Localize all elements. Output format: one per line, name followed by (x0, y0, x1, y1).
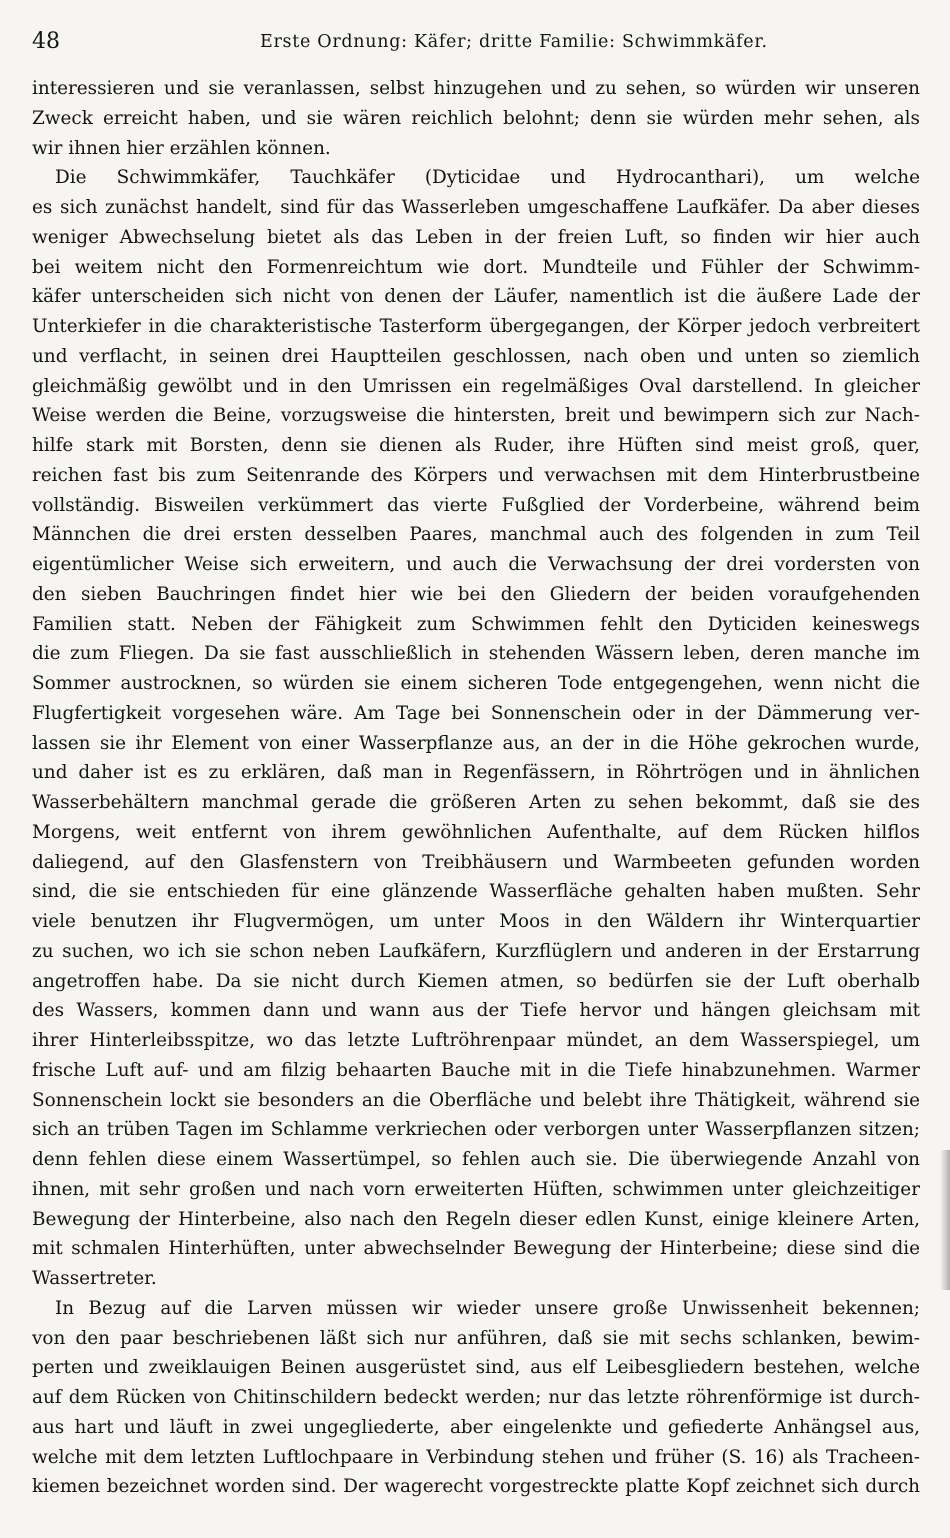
text-line: welche mit dem letzten Luftlochpaare in Verbindung stehen und früher (S. 16) als Tracheen- (32, 1446, 920, 1468)
text-line: hilfe stark mit Borsten, denn sie dienen als Ruder, ihre Hüften sind meist groß, quer, (32, 435, 920, 456)
running-head: Erste Ordnung: Käfer; dritte Familie: Schwimmkäfer. (260, 32, 768, 52)
text-line: aus hart und läuft in zwei ungegliederte, aber eingelenkte und gefiederte Anhängsel aus, (32, 1416, 920, 1438)
text-line: Bewegung der Hinterbeine, also nach den Regeln dieser edlen Kunst, einige kleinere Arten, (32, 1208, 920, 1230)
text-line: perten und zweiklauigen Beinen ausgerüstet sind, aus elf Leibesgliedern bestehen, welche (32, 1357, 920, 1379)
text-line: eigentümlicher Weise sich erweitern, und auch die Verwachsung der drei vordersten von (32, 554, 920, 575)
text-line: den sieben Bauchringen findet hier wie bei den Gliedern der beiden voraufgehenden (32, 583, 920, 605)
text-line: Männchen die drei ersten desselben Paares, manchmal auch des folgenden in zum Teil (32, 524, 920, 546)
text-line: und daher ist es zu erklären, daß man in Regenfässern, in Röhrtrögen und in ähnlichen (32, 762, 920, 784)
text-line: ihnen, mit sehr großen und nach vorn erweiterten Hüften, schwimmen unter gleichzeitiger (32, 1178, 920, 1200)
body-text (32, 74, 920, 1502)
text-line: lassen sie ihr Element von einer Wasserpflanze aus, an der in die Höhe gekrochen wurde, (32, 732, 920, 754)
paragraph-3 (32, 1294, 920, 1502)
text-line: interessieren und sie veranlassen, selbst hinzugehen und zu sehen, so würden wir unseren (32, 78, 920, 99)
text-line: Sommer austrocknen, so würden sie einem sicheren Tode entgegengehen, wenn nicht die (32, 673, 920, 694)
page-number: 48 (32, 29, 60, 54)
page-edge-shadow (940, 1150, 950, 1290)
text-line: Zweck erreicht haben, und sie wären reichlich belohnt; denn sie würden mehr sehen, als (32, 107, 920, 129)
page-header (32, 28, 912, 60)
text-line: gleichmäßig gewölbt und in den Umrissen ein regelmäßiges Oval darstellend. In gleicher (32, 375, 920, 397)
text-line: bei weitem nicht den Formenreichtum wie dort. Mundteile und Fühler der Schwimm- (32, 256, 920, 278)
text-line: angetroffen habe. Da sie nicht durch Kiemen atmen, so bedürfen sie der Luft oberhalb (32, 970, 920, 992)
text-line: wir ihnen hier erzählen können. (32, 137, 331, 159)
text-line: denn fehlen diese einem Wassertümpel, so fehlen auch sie. Die überwiegende Anzahl von (32, 1149, 920, 1170)
text-line: Unterkiefer in die charakteristische Tasterform übergegangen, der Körper jedoch verbreitert (32, 316, 920, 337)
text-line: weniger Abwechselung bietet als das Leben in der freien Luft, so finden wir hier auch (32, 226, 920, 248)
text-line: frische Luft auf- und am filzig behaarten Bauche mit in die Tiefe hinabzunehmen. Warmer (32, 1059, 920, 1081)
text-line: des Wassers, kommen dann und wann aus der Tiefe hervor und hängen gleichsam mit (32, 1000, 920, 1022)
text-line: ihrer Hinterleibsspitze, wo das letzte Luftröhrenpaar mündet, an dem Wasserspiegel, um (32, 1030, 920, 1051)
text-line: In Bezug auf die Larven müssen wir wieder unsere große Unwissenheit bekennen; (55, 1297, 920, 1319)
text-line: zu suchen, wo ich sie schon neben Laufkäfern, Kurzflüglern und anderen in der Erstarrung (32, 940, 920, 962)
text-line: Wasserbehältern manchmal gerade die größeren Arten zu sehen bekommt, daß sie des (32, 792, 920, 813)
text-line: sind, die sie entschieden für eine glänzende Wasserfläche gehalten haben mußten. Sehr (32, 881, 920, 903)
text-line: reichen fast bis zum Seitenrande des Körpers und verwachsen mit dem Hinterbrustbeine (32, 464, 920, 486)
text-line: Morgens, weit entfernt von ihrem gewöhnlichen Aufenthalte, auf dem Rücken hilflos (32, 821, 920, 843)
paragraph-2 (32, 163, 920, 1294)
text-line: und verflacht, in seinen drei Hauptteilen geschlossen, nach oben und unten so ziemlich (32, 345, 920, 367)
text-line: käfer unterscheiden sich nicht von denen der Läufer, namentlich ist die äußere Lade der (32, 286, 920, 308)
text-line: Sonnenschein lockt sie besonders an die Oberfläche und belebt ihre Thätigkeit, während sie (32, 1089, 920, 1111)
text-line: auf dem Rücken von Chitinschildern bedeckt werden; nur das letzte röhrenförmige ist durch- (32, 1387, 920, 1408)
text-line: sich an trüben Tagen im Schlamme verkriechen oder verborgen unter Wasserpflanzen sitzen; (32, 1119, 920, 1141)
text-line: von den paar beschriebenen läßt sich nur anführen, daß sie mit sechs schlanken, bewim- (32, 1327, 920, 1349)
text-line: Die Schwimmkäfer, Tauchkäfer (Dyticidae und Hydrocanthari), um welche (55, 167, 920, 189)
text-line: die zum Fliegen. Da sie fast ausschließlich in stehenden Wässern leben, deren manche im (32, 643, 920, 665)
text-line: kiemen bezeichnet worden sind. Der wagerecht vorgestreckte platte Kopf zeichnet sich durch (32, 1476, 920, 1498)
text-line: Flugfertigkeit vorgesehen wäre. Am Tage bei Sonnenschein oder in der Dämmerung ver- (32, 702, 920, 724)
text-line: viele benutzen ihr Flugvermögen, um unter Moos in den Wäldern ihr Winterquartier (32, 911, 920, 932)
text-line: es sich zunächst handelt, sind für das Wasserleben umgeschaffene Laufkäfer. Da aber dieses (32, 197, 920, 218)
text-line: vollständig. Bisweilen verkümmert das vierte Fußglied der Vorderbeine, während beim (32, 494, 920, 516)
text-line: Wassertreter. (32, 1268, 157, 1289)
paragraph-1 (32, 74, 920, 163)
text-line: daliegend, auf den Glasfenstern von Treibhäusern und Warmbeeten gefunden worden (32, 851, 920, 873)
text-line: mit schmalen Hinterhüften, unter abwechselnder Bewegung der Hinterbeine; diese sind die (32, 1238, 920, 1260)
text-line: Weise werden die Beine, vorzugsweise die hintersten, breit und bewimpern sich zur Nach- (32, 405, 920, 427)
text-line: Familien statt. Neben der Fähigkeit zum Schwimmen fehlt den Dyticiden keineswegs (32, 613, 920, 635)
